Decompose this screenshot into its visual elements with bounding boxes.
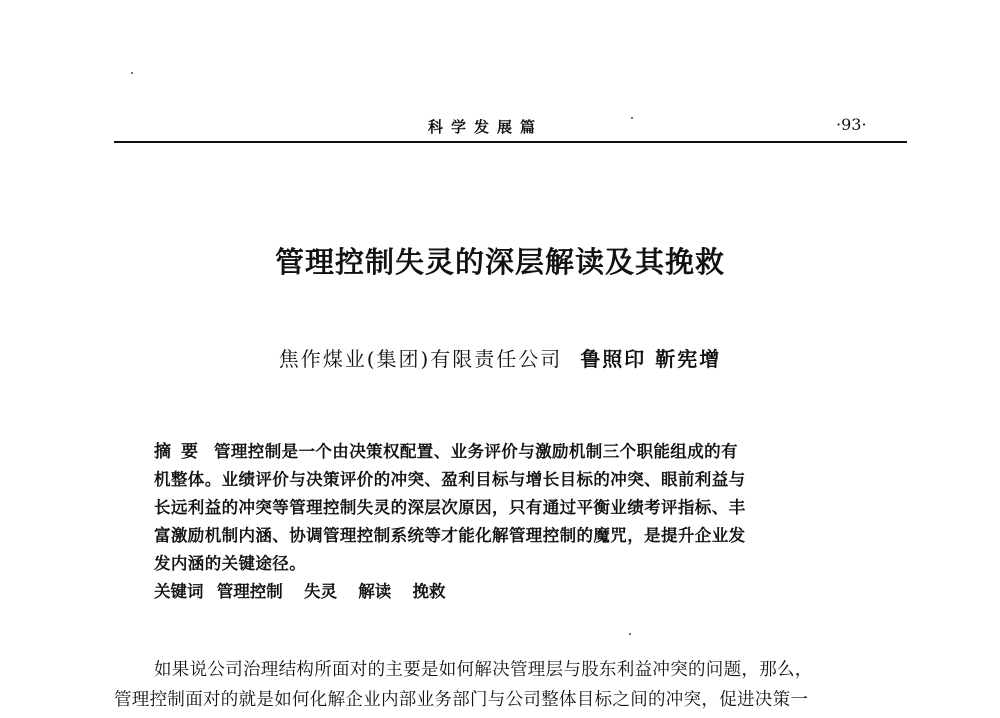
abstract-label: 摘要 xyxy=(154,442,208,462)
keyword: 失灵 xyxy=(304,582,337,601)
keyword: 解读 xyxy=(358,582,392,601)
byline xyxy=(0,343,1000,372)
running-header xyxy=(0,112,1000,142)
abstract-block xyxy=(154,438,874,606)
abstract-line xyxy=(154,438,874,466)
author-organization: 焦作煤业(集团)有限责任公司 xyxy=(278,347,563,371)
abstract-line: 富激励机制内涵、协调管理控制系统等才能化解管理控制的魔咒，是提升企业发 xyxy=(154,526,746,545)
keyword: 管理控制 xyxy=(216,582,283,601)
scan-speck xyxy=(629,633,631,635)
body-line: 管理控制面对的就是如何化解企业内部业务部门与公司整体目标之间的冲突，促进决策一 xyxy=(114,690,809,710)
header-rule xyxy=(114,141,907,143)
article-title: 管理控制失灵的深层解读及其挽救 xyxy=(274,245,725,279)
abstract-line: 机整体。业绩评价与决策评价的冲突、盈利目标与增长目标的冲突、眼前利益与 xyxy=(154,470,746,489)
body-line: 如果说公司治理结构所面对的主要是如何解决管理层与股东利益冲突的问题，那么， xyxy=(154,660,813,680)
header-page-number: ·93· xyxy=(836,115,867,134)
body-text xyxy=(114,655,914,715)
keyword: 挽救 xyxy=(412,582,446,601)
abstract-line-text: 管理控制是一个由决策权配置、业务评价与激励机制三个职能组成的有 xyxy=(214,442,738,461)
author-names: 鲁照印 靳宪增 xyxy=(580,347,722,371)
header-section-title: 科学发展篇 xyxy=(428,118,544,136)
keywords-line xyxy=(154,578,874,606)
keywords-label: 关键词 xyxy=(154,582,204,601)
scan-speck xyxy=(131,72,133,74)
abstract-line: 长远利益的冲突等管理控制失灵的深层次原因，只有通过平衡业绩考评指标、丰 xyxy=(154,498,746,517)
abstract-line: 发内涵的关键途径。 xyxy=(154,554,307,573)
